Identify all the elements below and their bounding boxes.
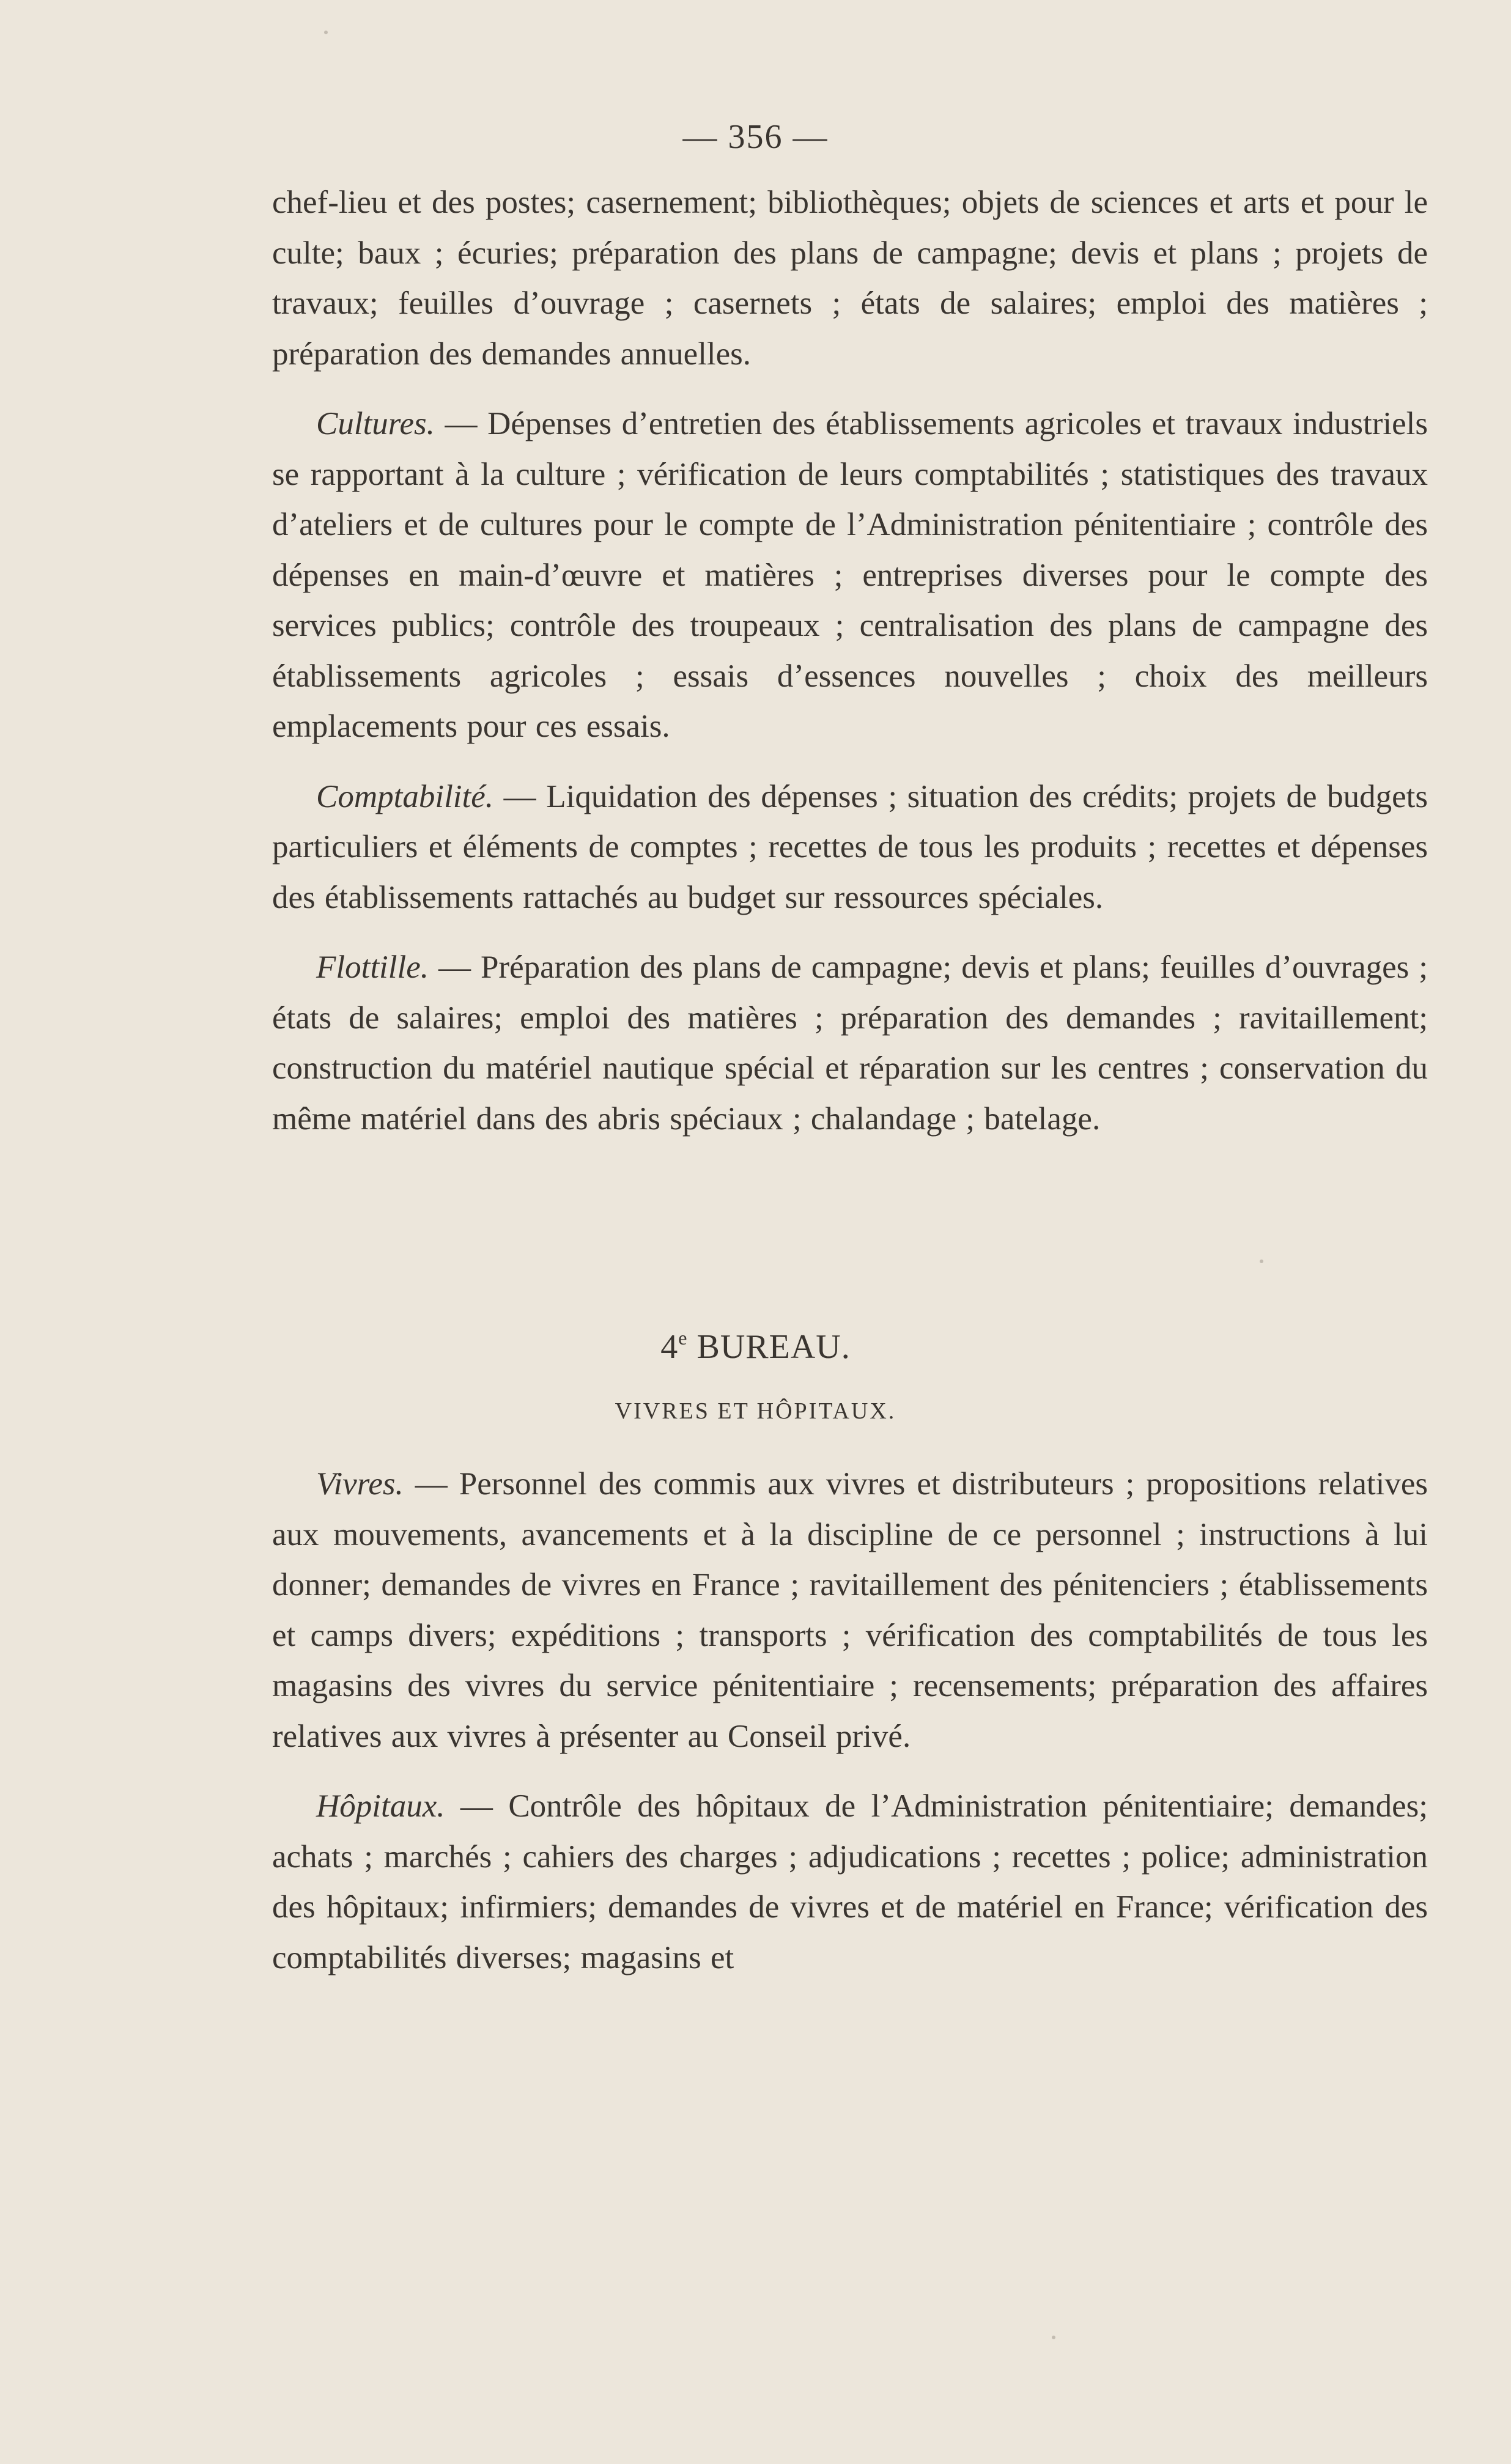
text-flottille: — Préparation des plans de campagne; devis et plans; feuilles d’ouvrages ; états de salaires; emploi des matières ; préparation des demandes ; ravitaillement; construction du matériel nautique spécial et réparation sur les centres ; conservation du même matériel dans des abris spéciaux ; chalandage ; batelage. bbox=[272, 950, 1428, 1137]
term-vivres: Vivres. bbox=[316, 1466, 404, 1502]
term-flottille: Flottille. bbox=[316, 950, 429, 985]
paper-speck bbox=[1260, 1260, 1263, 1263]
section-upper bbox=[272, 177, 1428, 1144]
paper-speck bbox=[324, 31, 328, 34]
term-cultures: Cultures. bbox=[316, 406, 435, 441]
term-comptabilite: Comptabilité. bbox=[316, 778, 494, 814]
paper-speck bbox=[1052, 2336, 1055, 2339]
bureau-subtitle: VIVRES ET HÔPITAUX. bbox=[615, 1398, 896, 1424]
term-hopitaux: Hôpitaux. bbox=[316, 1788, 445, 1824]
bureau-suffix: e bbox=[678, 1327, 688, 1349]
paragraph-flottille bbox=[272, 942, 1428, 1144]
bureau-number: 4 bbox=[660, 1328, 679, 1366]
paragraph-intro: chef-lieu et des postes; casernement; bibliothèques; objets de sciences et arts et pour le culte; baux ; écuries; préparation des plans de campagne; devis et plans ; projets de travaux; feuilles d’ouvrage ; casernets ; états de salaires; emploi des matières ; préparation des demandes annuelles. bbox=[272, 185, 1428, 372]
text-hopitaux: — Contrôle des hôpitaux de l’Administration pénitentiaire; demandes; achats ; marchés ; cahiers des charges ; adjudications ; recettes ; police; administration des hôpitaux; infirmiers; demandes de vivres et de matériel en France; vérification des comptabilités diverses; magasins et bbox=[272, 1788, 1428, 1975]
paragraph-cultures bbox=[272, 399, 1428, 752]
page-number: — 356 — bbox=[682, 118, 829, 156]
text-cultures: — Dépenses d’entretien des établissements agricoles et travaux industriels se rapportant à la culture ; vérification de leurs comptabilités ; statistiques des travaux d’ateliers et de cultures pour le compte de l’Administration pénitentiaire ; contrôle des dépenses en main-d’œuvre et matières ; entreprises diverses pour le compte des services publics; contrôle des troupeaux ; centralisation des plans de campagne des établissements agricoles ; essais d’essences nouvelles ; choix des meilleurs emplacements pour ces essais. bbox=[272, 406, 1428, 744]
bureau-heading bbox=[0, 1327, 1511, 1367]
text-comptabilite: — Liquidation des dépenses ; situation des crédits; projets de budgets particuliers et éléments de comptes ; recettes de tous les produits ; recettes et dépenses des établissements rattachés au budget sur ressources spéciales. bbox=[272, 778, 1428, 915]
bureau-label: BUREAU. bbox=[687, 1328, 851, 1366]
text-vivres: — Personnel des commis aux vivres et distributeurs ; propositions relatives aux mouvements, avancements et à la discipline de ce personnel ; instructions à lui donner; demandes de vivres en France ; ravitaillement des pénitenciers ; établissements et camps divers; expéditions ; transports ; vérification des comptabilités de tous les magasins des vivres du service pénitentiaire ; recensements; préparation des affaires relatives aux vivres à présenter au Conseil privé. bbox=[272, 1466, 1428, 1754]
paragraph-vivres bbox=[272, 1459, 1428, 1761]
section-lower bbox=[272, 1459, 1428, 1983]
paragraph-hopitaux bbox=[272, 1781, 1428, 1983]
paragraph-comptabilite bbox=[272, 772, 1428, 923]
